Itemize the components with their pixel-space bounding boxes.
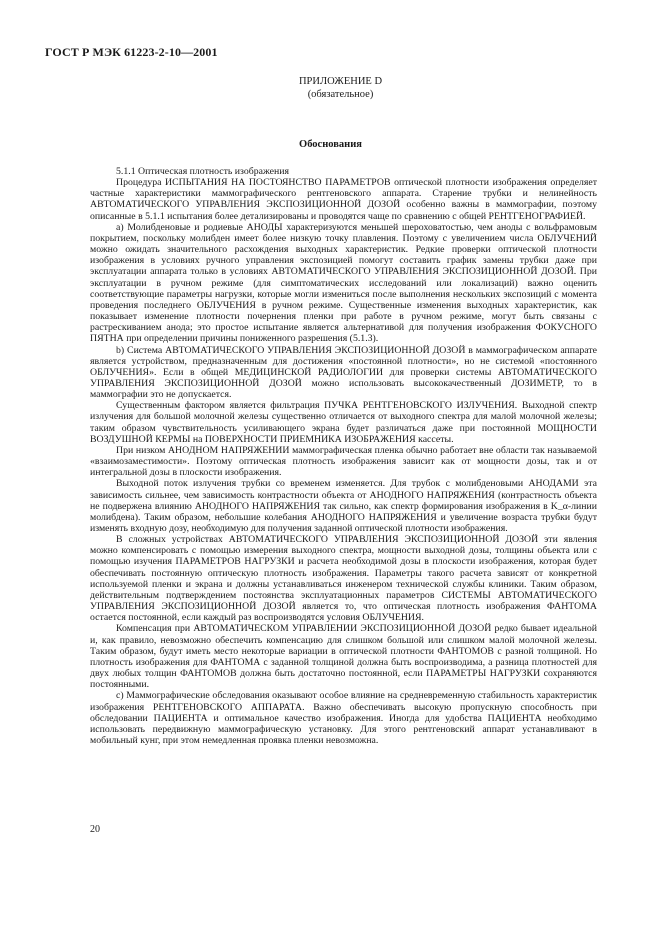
paragraph: В сложных устройствах АВТОМАТИЧЕСКОГО УПРАВЛЕНИЯ ЭКСПОЗИЦИОННОЙ ДОЗОЙ эти явления можно компенсировать с помощью измерения выходного спектра, мощности выходной дозы, толщины объекта или с помощью изучения ПАРАМЕТРОВ НАГРУЗКИ и расчета необходимой дозы в плоскости изображения, которая будет обеспечивать постоянную оптическую плотность изображения. Параметры такого расчета зависят от конкретной используемой пленки и экрана и должны устанавливаться инженером технической службы клиники. Таким образом, действительным подтверждением постоянства эксплуатационных параметров СИСТЕМЫ АВТОМАТИЧЕСКОГО УПРАВЛЕНИЯ ЭКСПОЗИЦИОННОЙ ДОЗОЙ является то, что оптическая плотность изображения ФАНТОМА остается постоянной, если каждый раз воспроизводятся условия ОБЛУЧЕНИЯ. — [90, 534, 597, 624]
appendix-subtitle: (обязательное) — [307, 89, 374, 100]
paragraph: Процедура ИСПЫТАНИЯ НА ПОСТОЯНСТВО ПАРАМЕТРОВ оптической плотности изображения определяет частные характеристики маммографического рентгеновского аппарата. Старение трубки и нелинейность АВТОМАТИЧЕСКОГО УПРАВЛЕНИЯ ЭКСПОЗИЦИОННОЙ ДОЗОЙ особенно важны в маммографии, поэтому описанные в 5.1.1 испытания более детализированы и проводятся чаще по сравнению с общей РЕНТГЕНОГРАФИЕЙ. — [90, 177, 597, 222]
paragraph: с) Маммографические обследования оказывают особое влияние на средневременную стабильность характеристик изображения РЕНТГЕНОВСКОГО АППАРАТА. Важно обеспечивать высокую пропускную способность при обследовании ПАЦИЕНТА и оптимальное качество изображения. Иногда для удобства ПАЦИЕНТА необходимо использовать передвижную маммографическую установку. Для этого рентгеновский аппарат устанавливают в мобильный кунг, при этом немедленная проявка пленки невозможна. — [90, 690, 597, 746]
page-number: 20 — [90, 824, 100, 835]
paragraph: Компенсация при АВТОМАТИЧЕСКОМ УПРАВЛЕНИИ ЭКСПОЗИЦИОННОЙ ДОЗОЙ редко бывает идеальной и, как правило, невозможно обеспечить компенсацию для слишком большой или слишком малой молочной железы. Таким образом, будут иметь место некоторые вариации в оптической плотности ФАНТОМОВ с разной толщиной. Но плотность изображения для ФАНТОМА с заданной толщиной должна быть воспроизводима, а разница плотностей для двух любых толщин ФАНТОМОВ должна быть достаточно постоянной, если ПАРАМЕТРЫ НАГРУЗКИ сохраняются постоянными. — [90, 623, 597, 691]
paragraph: Выходной поток излучения трубки со временем изменяется. Для трубок с молибденовыми АНОДАМИ эта зависимость сильнее, чем зависимость контрастности объекта от АНОДНОГО НАПРЯЖЕНИЯ (контрастность объекта не подвержена влиянию АНОДНОГО НАПРЯЖЕНИЯ так сильно, как спектр формирования изображения в K_α-линии молибдена). Таким образом, небольшие колебания АНОДНОГО НАПРЯЖЕНИЯ и увеличение возраста трубки будут изменять входную дозу, необходимую для получения заданной оптической плотности изображения. — [90, 478, 597, 534]
paragraph: При низком АНОДНОМ НАПРЯЖЕНИИ маммографическая пленка обычно работает вне области так называемой «взаимозаместимости». Поэтому оптическая плотность изображения зависит как от мощности дозы, так и от интегральной дозы в плоскости изображения. — [90, 444, 597, 479]
appendix-title: ПРИЛОЖЕНИЕ D — [298, 76, 383, 87]
standard-header: ГОСТ Р МЭК 61223-2-10—2001 — [45, 45, 218, 59]
paragraph: а) Молибденовые и родиевые АНОДЫ характеризуются меньшей шероховатостью, чем аноды с вольфрамовым покрытием, поскольку молибден имеет более низкую точку плавления. Поэтому с увеличением числа ОБЛУЧЕНИЙ можно ожидать значительного расхождения выходных характеристик. Редкие проверки оптической плотности изображения в условиях ручного управления экспозицией помогут составить график замены трубки даже при эксплуатации аппарата только в условиях АВТОМАТИЧЕСКОГО УПРАВЛЕНИЯ ЭКСПОЗИЦИОННОЙ ДОЗОЙ. При эксплуатации в ручном режиме (для симптоматических исследований или локализаций) важно оценить соответствующие параметры нагрузки, которые могли измениться после выполнения нескольких экспозиций с момента проведения последнего ОБЛУЧЕНИЯ в ручном режиме. Существенные изменения выходных характеристик, как показывает изменение плотности почернения пленки при работе в ручном режиме, могут быть связаны с растрескиванием анода; это простое испытание является альтернативой для получения изображения ФОКУСНОГО ПЯТНА при определении причины пониженного разрешения (5.1.3). — [90, 221, 597, 345]
body-text — [90, 166, 597, 746]
appendix-heading — [0, 75, 661, 101]
paragraph: Существенным фактором является фильтрация ПУЧКА РЕНТГЕНОВСКОГО ИЗЛУЧЕНИЯ. Выходной спектр излучения для большой молочной железы существенно отличается от выходного спектра для малой молочной железы; таким образом чувствительность усиливающего экрана будет различаться даже при постоянной МОЩНОСТИ ВОЗДУШНОЙ КЕРМЫ на ПОВЕРХНОСТИ ПРИЕМНИКА ИЗОБРАЖЕНИЯ кассеты. — [90, 400, 597, 445]
section-title: Обоснования — [299, 139, 362, 150]
paragraph: b) Система АВТОМАТИЧЕСКОГО УПРАВЛЕНИЯ ЭКСПОЗИЦИОННОЙ ДОЗОЙ в маммографическом аппарате является устройством, предназначенным для достижения «постоянной плотности», но не системой «постоянного ОБЛУЧЕНИЯ». Если в общей МЕДИЦИНСКОЙ РАДИОЛОГИИ для проверки системы АВТОМАТИЧЕСКОГО УПРАВЛЕНИЯ ЭКСПОЗИЦИОННОЙ ДОЗОЙ можно использовать высококачественный ДОЗИМЕТР, то в маммографии это не допускается. — [90, 344, 597, 401]
subsection-heading: 5.1.1 Оптическая плотность изображения — [116, 166, 289, 177]
